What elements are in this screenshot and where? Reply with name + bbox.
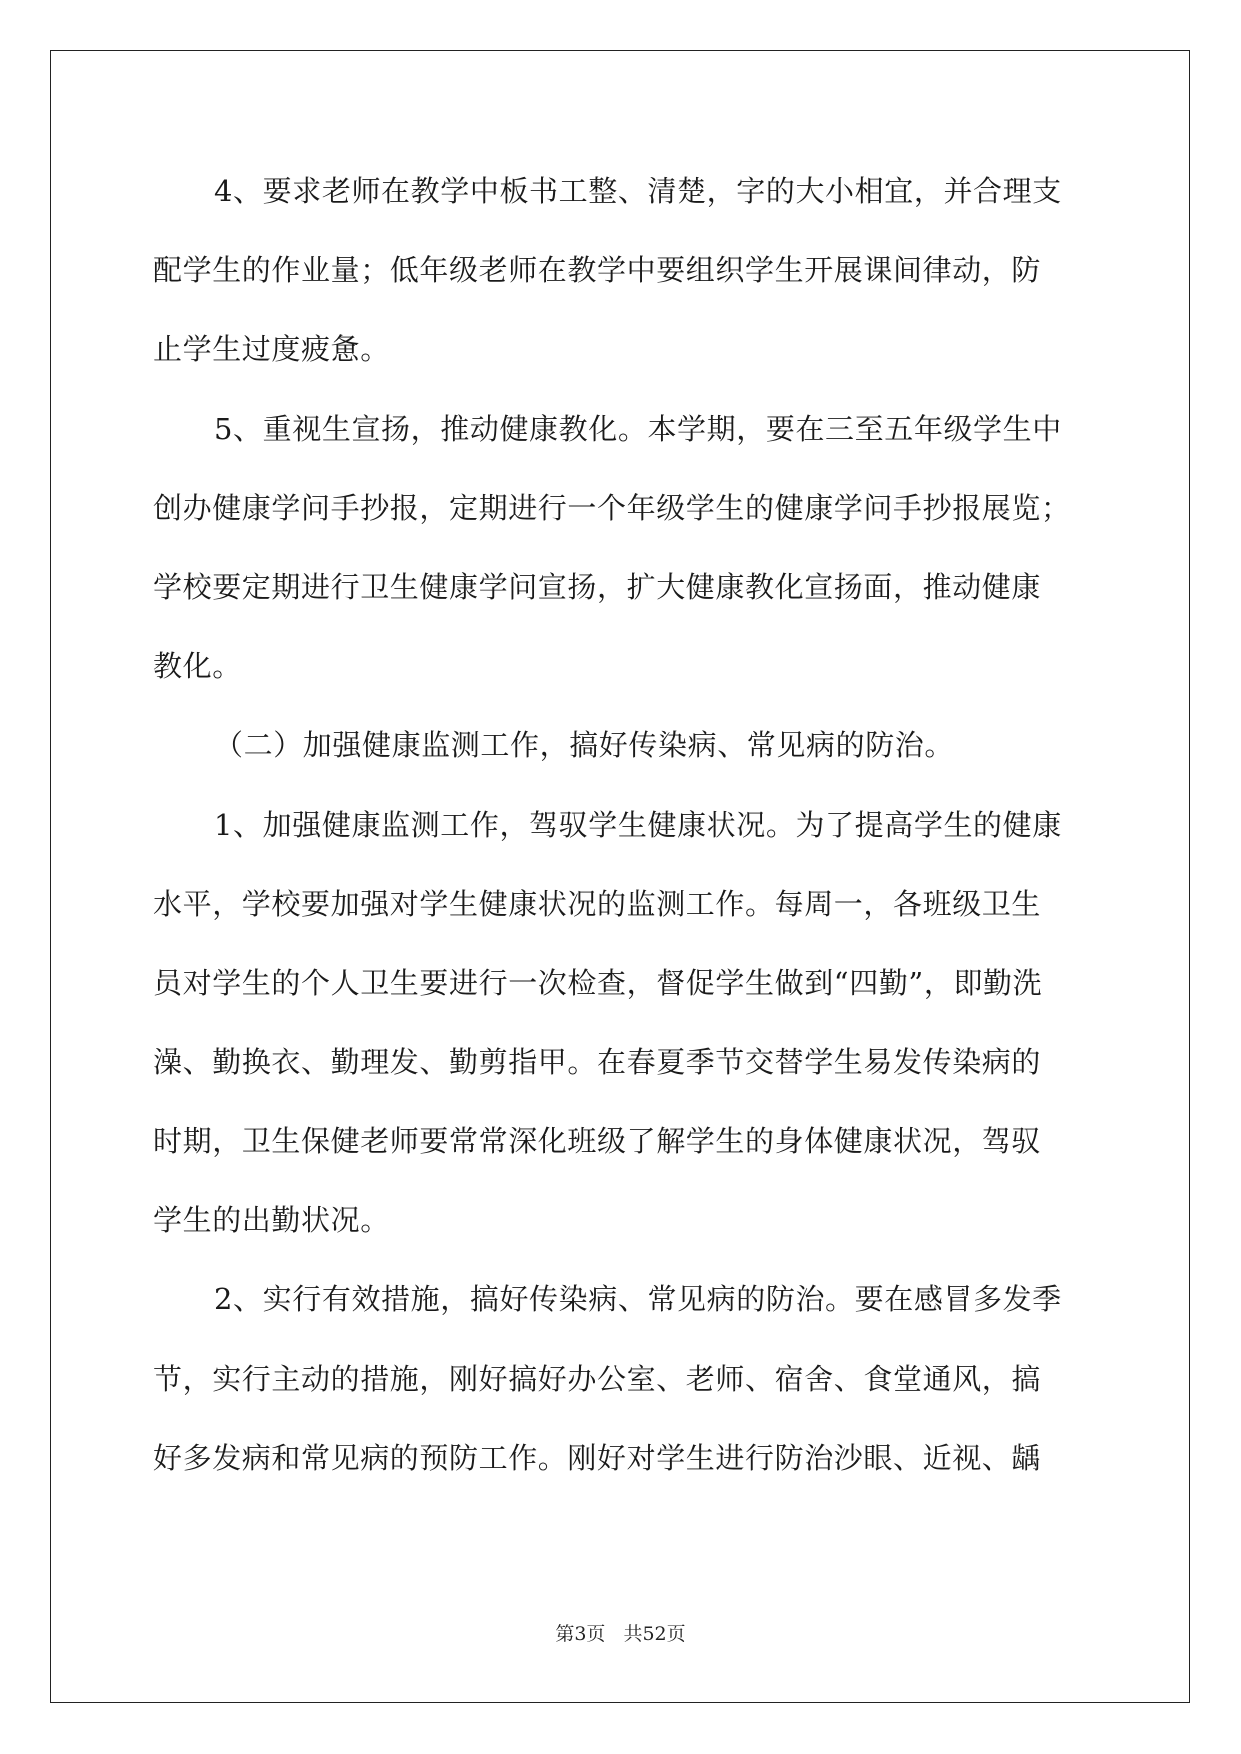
text-line: 4、要求老师在教学中板书工整、清楚，字的大小相宜，并合理支 [214,174,1062,208]
text-line: 学校要定期进行卫生健康学问宣扬，扩大健康教化宣扬面，推动健康 [153,570,1042,604]
text-line: 节，实行主动的措施，刚好搞好办公室、老师、宿舍、食堂通风，搞 [153,1362,1042,1396]
text-line: 员对学生的个人卫生要进行一次检查，督促学生做到“四勤”，即勤洗 [153,966,1043,1000]
text-line: 1、加强健康监测工作，驾驭学生健康状况。为了提高学生的健康 [214,808,1062,842]
text-line: 5、重视生宣扬，推动健康教化。本学期，要在三至五年级学生中 [214,412,1062,446]
text-line: 时期，卫生保健老师要常常深化班级了解学生的身体健康状况，驾驭 [153,1124,1042,1158]
text-line: 2、实行有效措施，搞好传染病、常见病的防治。要在感冒多发季 [214,1282,1062,1316]
text-line: 止学生过度疲惫。 [153,332,390,366]
text-line: 好多发病和常见病的预防工作。刚好对学生进行防治沙眼、近视、龋 [153,1441,1042,1475]
text-line: 水平，学校要加强对学生健康状况的监测工作。每周一，各班级卫生 [153,887,1042,921]
text-line: 创办健康学问手抄报，定期进行一个年级学生的健康学问手抄报展览； [153,491,1071,525]
text-line: 配学生的作业量；低年级老师在教学中要组织学生开展课间律动，防 [153,253,1042,287]
page-total: 共52页 [623,1623,686,1645]
text-line: 教化。 [153,649,242,683]
text-line: 澡、勤换衣、勤理发、勤剪指甲。在春夏季节交替学生易发传染病的 [153,1045,1042,1079]
page-footer [0,1622,1241,1646]
section-heading: （二）加强健康监测工作，搞好传染病、常见病的防治。 [214,728,955,762]
text-line: 学生的出勤状况。 [153,1203,390,1237]
page-number: 第3页 [555,1623,606,1645]
